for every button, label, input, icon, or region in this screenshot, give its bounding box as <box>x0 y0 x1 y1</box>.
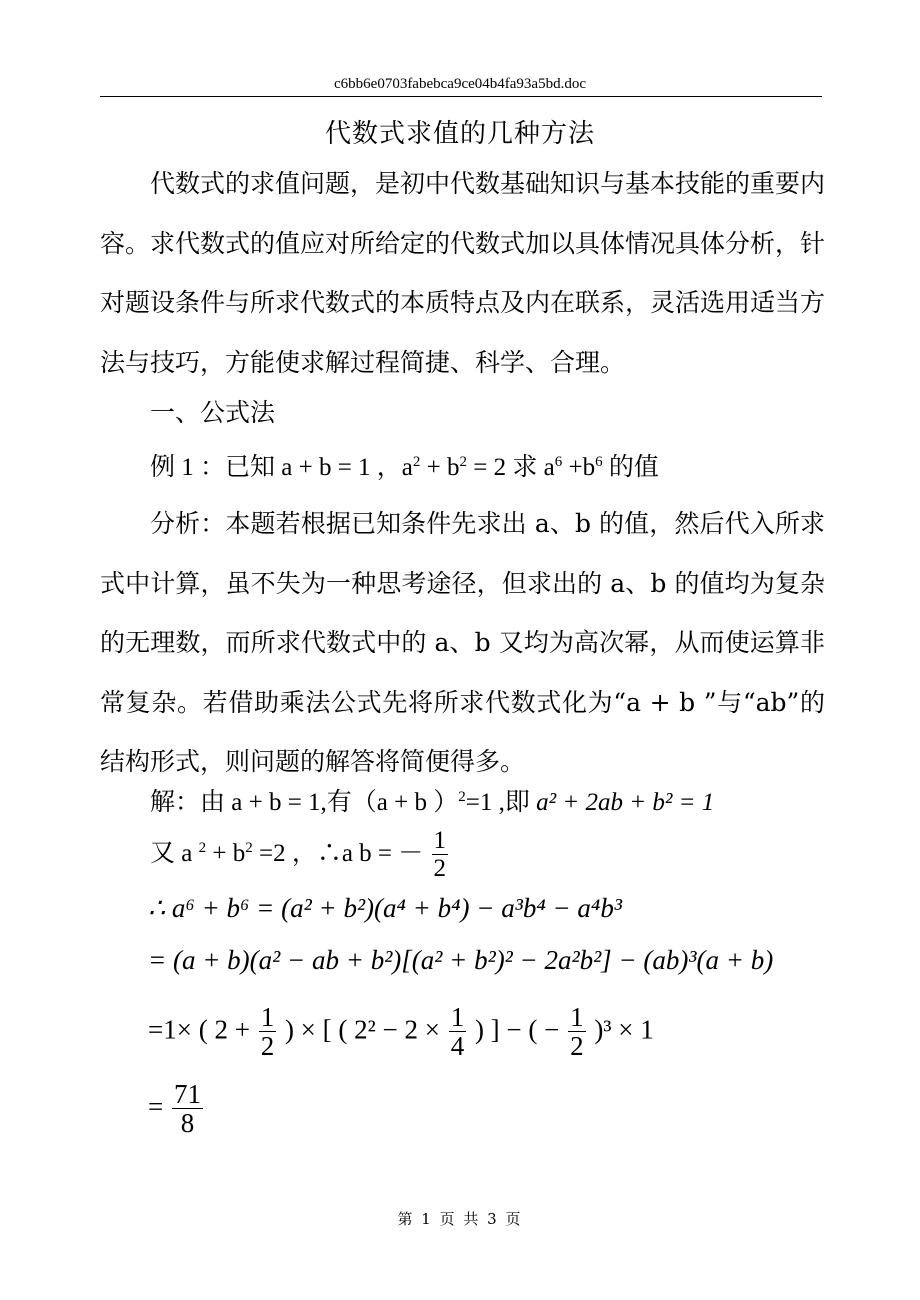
fraction-result: $\frac{71}{8}$ <box>173 1079 201 1139</box>
example-1: 例 1 ：已知 a + b = 1 ，$a^2 + b^2 = 2$ 求 $a^6 +b^6$ 的值 <box>150 454 659 481</box>
equation-1: ∴ a⁶ + b⁶ = (a² + b²)(a⁴ + b⁴) − a³b⁴ − a⁴b³ <box>148 893 622 923</box>
header-filename: c6bb6e0703fabebca9ce04b4fa93a5bd.doc <box>334 76 586 92</box>
equation-2: = (a + b)(a² − ab + b²)[(a² + b²)² − 2a²b²] − (ab)³(a + b) <box>148 945 774 975</box>
document-title: 代数式求值的几种方法 <box>324 119 595 149</box>
fraction-1: $\frac{1}{2}$ <box>260 1002 275 1062</box>
fraction-2: $\frac{1}{4}$ <box>450 1002 465 1062</box>
section-heading: 一、公式法 <box>150 400 276 427</box>
equation-4: = $\frac{71}{8}$ <box>148 1079 201 1139</box>
fraction-half: $\frac{1}{2}$ <box>433 827 447 883</box>
solution-equation: a² + 2ab + b² = 1 <box>536 789 715 816</box>
equation-3: =1× ( 2 + $\frac{1}{2}$ ) × [ ( 2² − 2 × $\frac{1}{4}$ ) ] − ( − $\frac{1}{2}$ )³ × 1 <box>148 1002 654 1062</box>
page-footer: 第 1 页 共 3 页 <box>397 1210 523 1228</box>
header-rule <box>100 96 822 97</box>
solution-line-2: 又 a $^2 + b^2 =2$ ，∴a b = － $\frac{1}{2}$ <box>150 827 447 883</box>
analysis-paragraph: 分析：本题若根据已知条件先求出 a、b 的值，然后代入所求式中计算，虽不失为一种思考途径，但求出的 a、b 的值均为复杂的无理数，而所求代数式中的 a、b 又均为高次幂，从而使运算非常复杂。若借助乘法公式先将所求代数式化为“a + b ”与“ab”的结构形式，则问题的解答将简便得多。 <box>100 509 825 776</box>
solution-line-1: 解：由 a + b = 1,有（a + b ）$^2$=1 ,即 a² + 2ab + b² = 1 <box>150 789 715 816</box>
intro-paragraph: 代数式的求值问题，是初中代数基础知识与基本技能的重要内容。求代数式的值应对所给定的代数式加以具体情况具体分析，针对题设条件与所求代数式的本质特点及内在联系，灵活选用适当方法与技巧，方能使求解过程简捷、科学、合理。 <box>100 169 826 377</box>
fraction-3: $\frac{1}{2}$ <box>570 1002 584 1062</box>
